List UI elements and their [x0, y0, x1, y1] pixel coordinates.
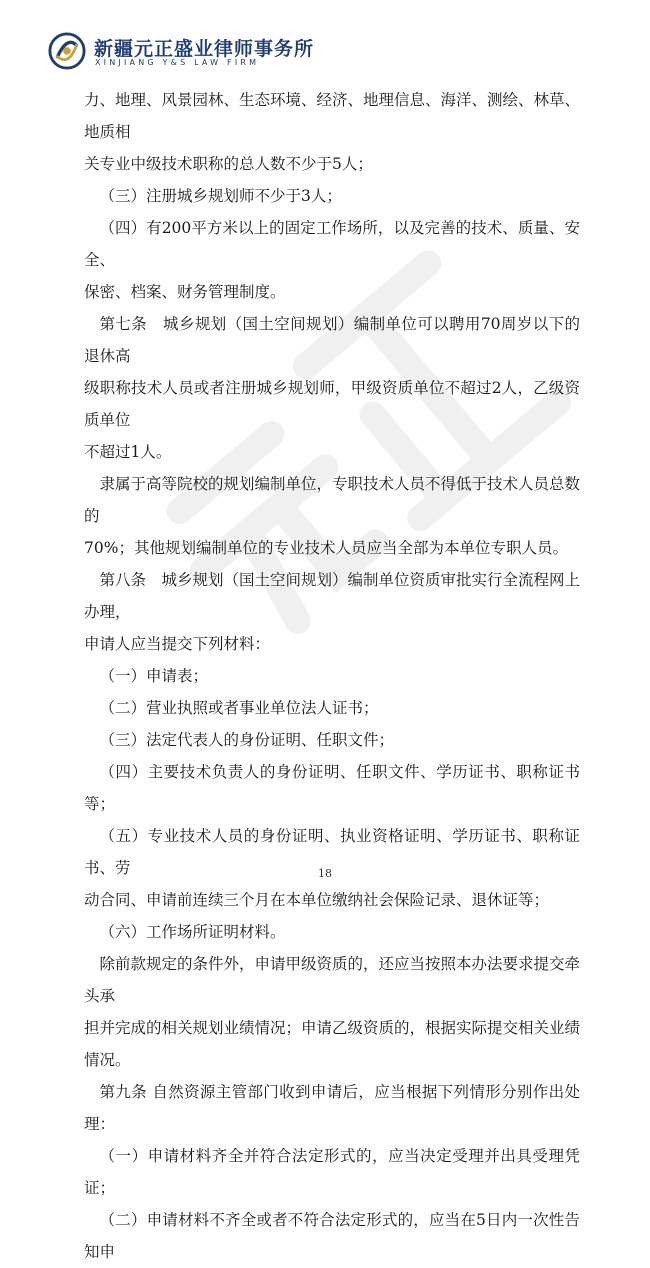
text-line: （六）工作场所证明材料。 — [99, 923, 286, 941]
text-line: （一）申请表； — [99, 667, 209, 685]
text-line: 除前款规定的条件外，申请甲级资质的，还应当按照本办法要求提交牵头承 — [84, 955, 581, 1005]
document-body — [84, 84, 580, 1268]
text-line: （四）主要技术负责人的身份证明、任职文件、学历证书、职称证书等； — [84, 763, 580, 813]
text-line: 关专业中级技术职称的总人数不少于5人； — [84, 155, 373, 173]
text-line: （五）专业技术人员的身份证明、执业资格证明、学历证书、职称证书、劳 — [84, 827, 580, 877]
text-line: 第七条 城乡规划（国土空间规划）编制单位可以聘用70周岁以下的退休高 — [84, 315, 580, 365]
text-line: （二）营业执照或者事业单位法人证书； — [99, 699, 379, 717]
text-line: （二）申请材料不齐全或者不符合法定形式的，应当在5日内一次性告知申 — [84, 1211, 580, 1261]
text-line: 级职称技术人员或者注册城乡规划师，甲级资质单位不超过2人，乙级资质单位 — [84, 379, 580, 429]
text-line: （一）申请材料齐全并符合法定形式的，应当决定受理并出具受理凭证； — [84, 1147, 580, 1197]
text-line: （三）注册城乡规划师不少于3人； — [99, 187, 342, 205]
firm-logo-icon — [48, 32, 86, 70]
text-line: 力、地理、风景园林、生态环境、经济、地理信息、海洋、测绘、林草、地质相 — [84, 91, 581, 141]
text-line: （三）法定代表人的身份证明、任职文件； — [99, 731, 395, 749]
firm-name-en: XINJIANG Y&S LAW FIRM — [95, 58, 260, 67]
text-line: 申请人应当提交下列材料： — [84, 635, 271, 653]
text-line: 70%；其他规划编制单位的专业技术人员应当全部为本单位专职人员。 — [84, 539, 568, 557]
text-line: 隶属于高等院校的规划编制单位，专职技术人员不得低于技术人员总数的 — [84, 475, 581, 525]
text-line: 动合同、申请前连续三个月在本单位缴纳社会保险记录、退休证等； — [84, 891, 550, 909]
text-line: 担并完成的相关规划业绩情况；申请乙级资质的，根据实际提交相关业绩情况。 — [84, 1019, 581, 1069]
text-line: 保密、档案、财务管理制度。 — [84, 283, 286, 301]
text-line: 第八条 城乡规划（国土空间规划）编制单位资质审批实行全流程网上办理， — [84, 571, 581, 621]
firm-name-cn: 新疆元正盛业律师事务所 — [94, 38, 315, 60]
page-header — [48, 32, 608, 76]
page-number: 18 — [318, 867, 332, 880]
text-line: 不超过1人。 — [84, 443, 172, 461]
text-line: （四）有200平方米以上的固定工作场所，以及完善的技术、质量、安全、 — [84, 219, 580, 269]
text-line: 第九条 自然资源主管部门收到申请后，应当根据下列情形分别作出处理： — [84, 1083, 580, 1133]
